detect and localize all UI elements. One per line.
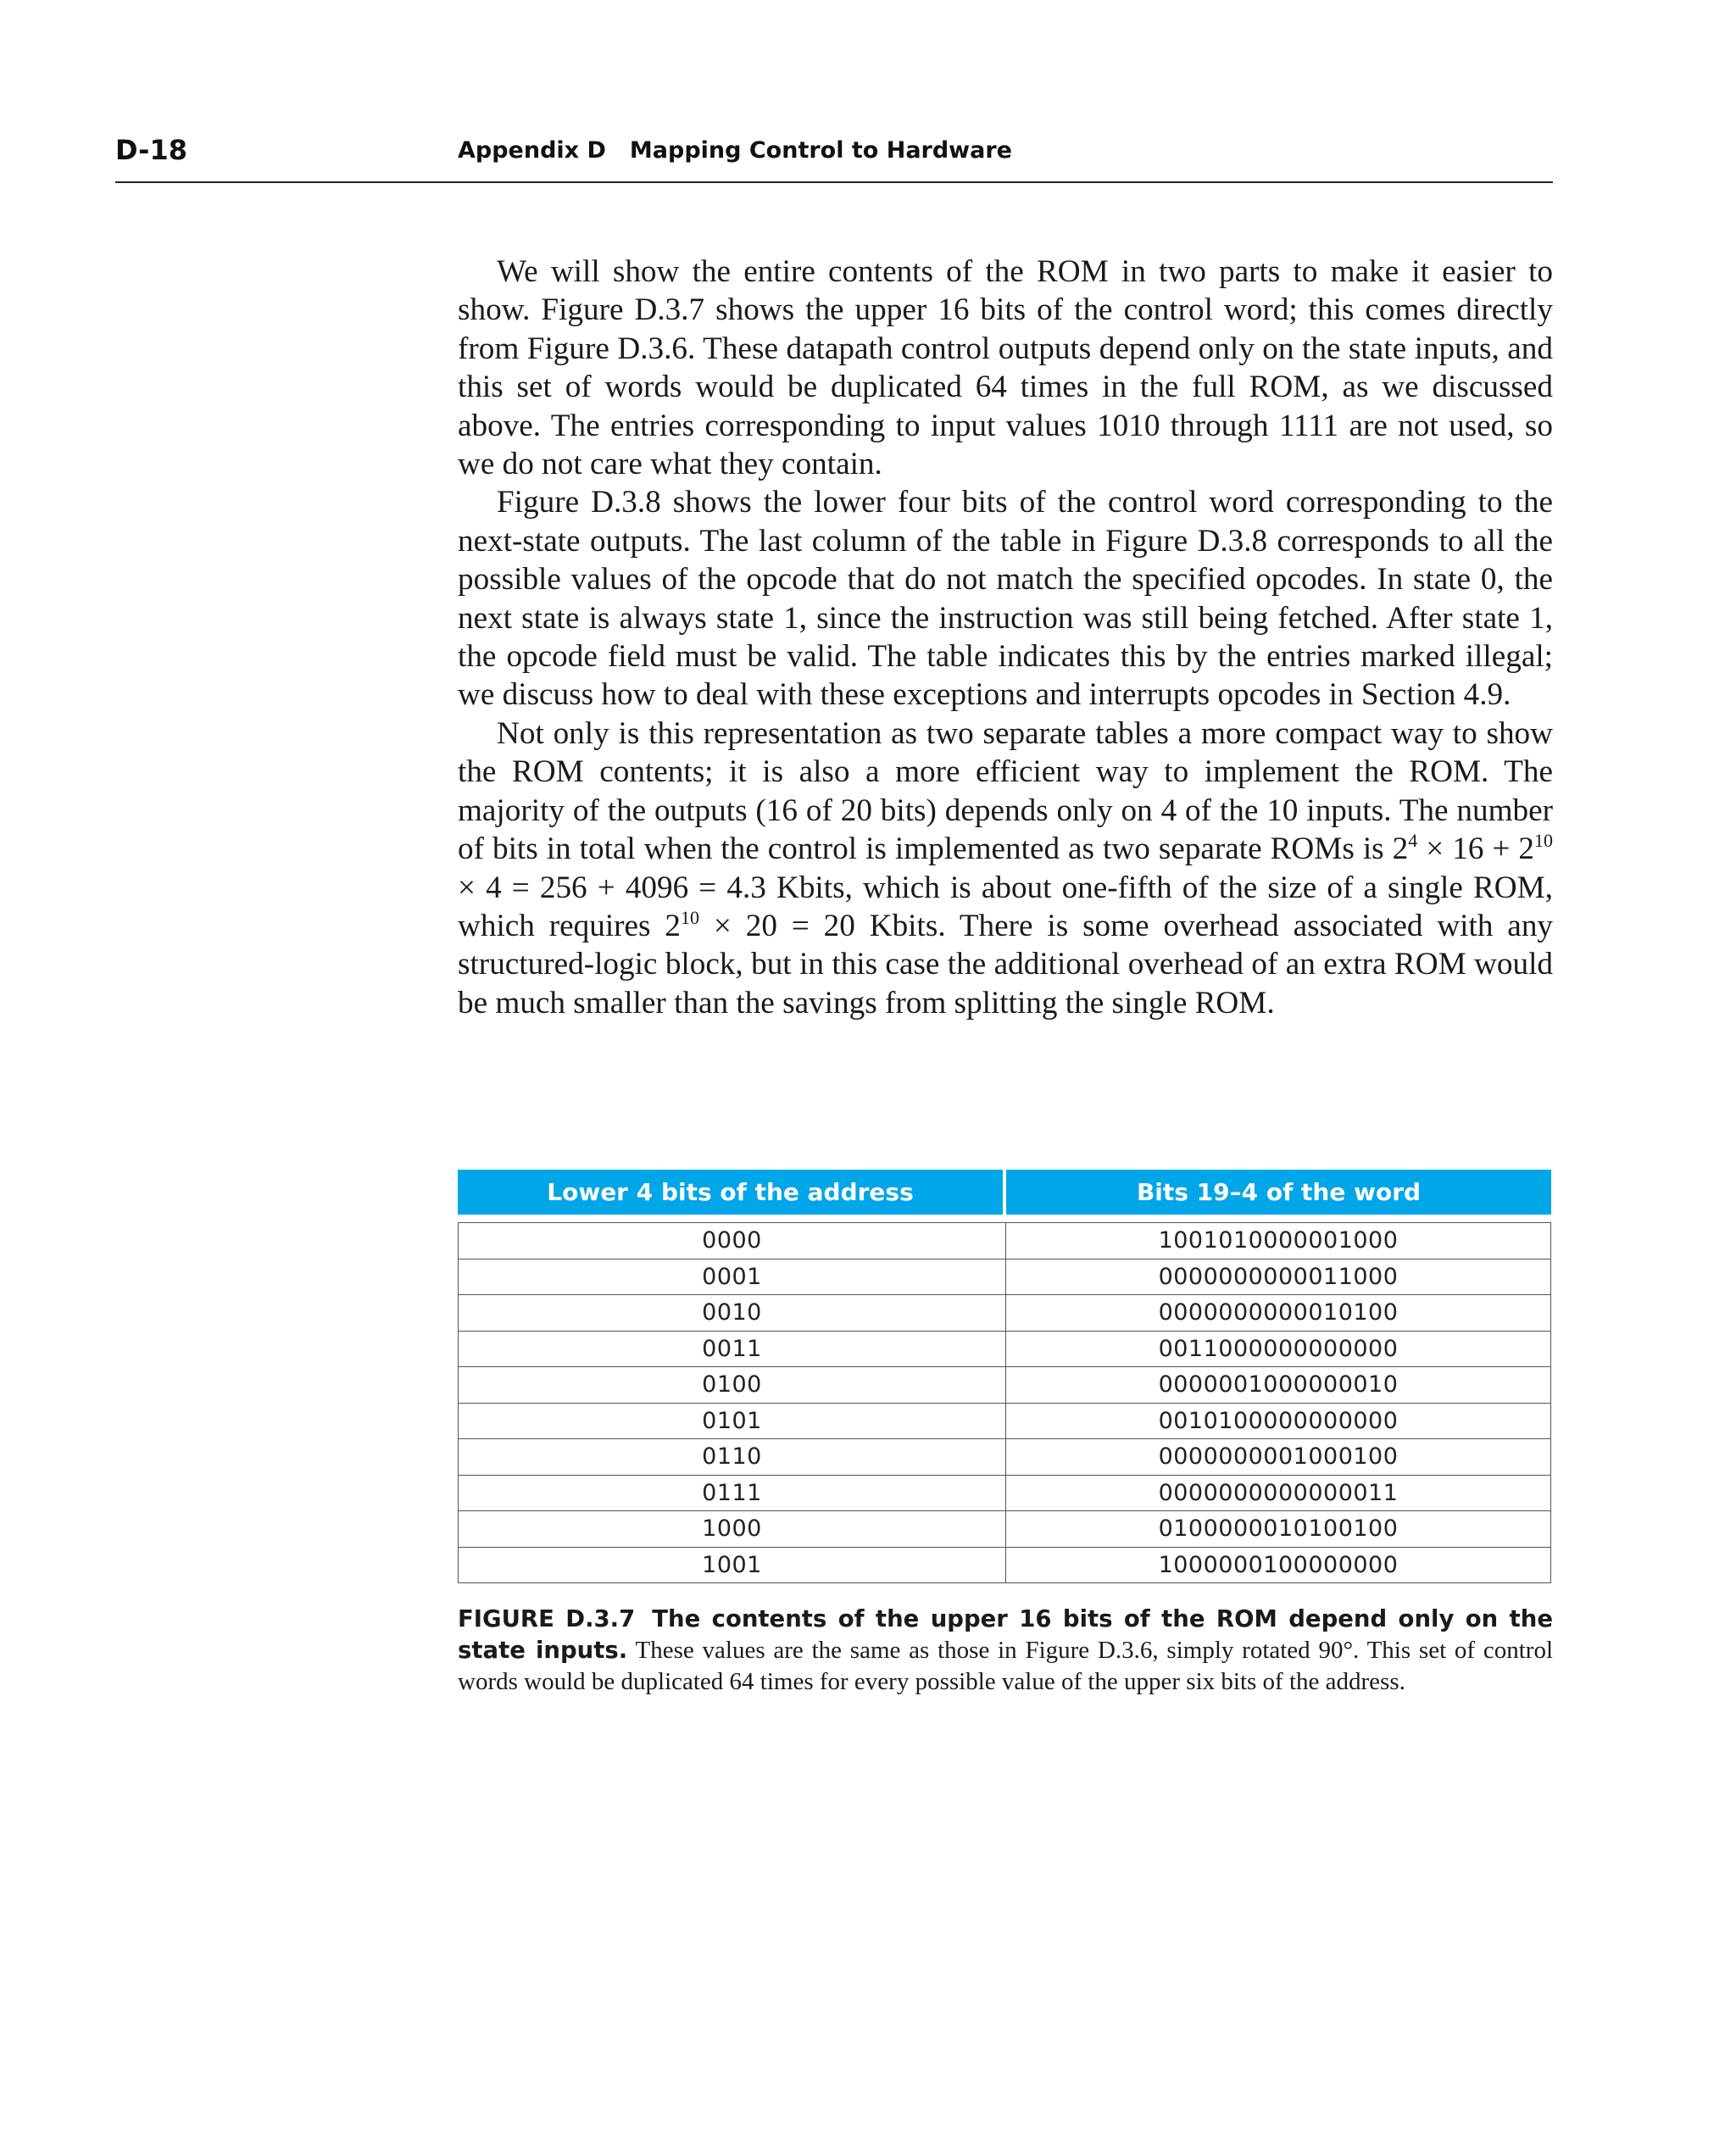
table-row bbox=[459, 1475, 1551, 1511]
exponent-3: 10 bbox=[681, 906, 700, 928]
figure-title: The contents of the upper 16 bits of the ROM depend only on the state inputs. bbox=[458, 1605, 1553, 1664]
address-cell: 0010 bbox=[459, 1295, 1006, 1332]
body-text bbox=[458, 253, 1553, 1022]
word-cell: 0000000000000011 bbox=[1006, 1475, 1551, 1511]
word-cell: 0010100000000000 bbox=[1006, 1403, 1551, 1439]
paragraph-3-part-4: × 20 = 20 Kbits. There is some overhead associated with any structured-logic block, but in this case the additional overhead of an extra ROM would be much smaller than the savings from splitting the single ROM. bbox=[458, 908, 1554, 1020]
exponent-2: 10 bbox=[1534, 830, 1553, 852]
address-cell: 0001 bbox=[459, 1259, 1006, 1295]
word-cell: 0100000010100100 bbox=[1006, 1511, 1551, 1548]
table-header bbox=[458, 1170, 1551, 1215]
table-row bbox=[459, 1547, 1551, 1583]
word-cell: 1001010000001000 bbox=[1006, 1223, 1551, 1260]
table-row bbox=[459, 1295, 1551, 1332]
table-row bbox=[459, 1439, 1551, 1476]
word-cell: 0000001000000010 bbox=[1006, 1367, 1551, 1404]
figure-caption bbox=[458, 1604, 1553, 1698]
running-head bbox=[458, 137, 1012, 164]
paragraph-3-part-2: × 16 + 2 bbox=[1417, 831, 1534, 867]
exponent-1: 4 bbox=[1408, 830, 1418, 852]
paragraph-3-part-1: Not only is this representation as two separate tables a more compact way to show the ROM contents; it is also a more efficient way to implement the ROM. The majority of the outputs (16 of 20 bits) depends only on 4 of the 10 inputs. The number of bits in total when the control is implemented as two separate ROMs is 2 bbox=[458, 715, 1553, 867]
word-cell: 0011000000000000 bbox=[1006, 1331, 1551, 1367]
table-row bbox=[459, 1511, 1551, 1548]
table-row bbox=[459, 1403, 1551, 1439]
figure-label: FIGURE D.3.7 bbox=[458, 1605, 636, 1632]
figure-description: These values are the same as those in Figure D.3.6, simply rotated 90°. This set of control words would be duplicated 64 times for every possible value of the upper six bits of the address. bbox=[458, 1637, 1554, 1695]
word-cell: 0000000000010100 bbox=[1006, 1295, 1551, 1332]
address-cell: 1001 bbox=[459, 1547, 1006, 1583]
table-row bbox=[459, 1259, 1551, 1295]
table-row bbox=[459, 1367, 1551, 1404]
running-header bbox=[115, 127, 1553, 183]
word-cell: 0000000001000100 bbox=[1006, 1439, 1551, 1476]
paragraph-3 bbox=[458, 715, 1553, 1022]
page-number: D-18 bbox=[115, 134, 187, 166]
rom-table bbox=[458, 1170, 1551, 1583]
address-cell: 0101 bbox=[459, 1403, 1006, 1439]
header-word-bits: Bits 19–4 of the word bbox=[1006, 1170, 1551, 1215]
address-cell: 1000 bbox=[459, 1511, 1006, 1548]
paragraph-3-part-3: × 4 = 256 + 4096 = 4.3 Kbits, which is about one-fifth of the size of a single ROM, which requires 2 bbox=[458, 870, 1553, 943]
address-cell: 0000 bbox=[459, 1223, 1006, 1260]
chapter-title: Mapping Control to Hardware bbox=[629, 137, 1012, 164]
table-row bbox=[459, 1223, 1551, 1260]
paragraph-1: We will show the entire contents of the ROM in two parts to make it easier to show. Figure D.3.7 shows the upper 16 bits of the control word; this comes directly from Figure D.3.6. These datapath control outputs depend only on the state inputs, and this set of words would be duplicated 64 times in the full ROM, as we discussed above. The entries corresponding to input values 1010 through 1111 are not used, so we do not care what they contain. bbox=[458, 254, 1553, 482]
word-cell: 0000000000011000 bbox=[1006, 1259, 1551, 1295]
paragraph-2: Figure D.3.8 shows the lower four bits of the control word corresponding to the next-state outputs. The last column of the table in Figure D.3.8 corresponds to all the possible values of the opcode that do not match the specified opcodes. In state 0, the next state is always state 1, since the instruction was still being fetched. After state 1, the opcode field must be valid. The table indicates this by the entries marked illegal; we discuss how to deal with these exceptions and interrupts opcodes in Section 4.9. bbox=[458, 485, 1553, 713]
table-row bbox=[459, 1331, 1551, 1367]
word-cell: 1000000100000000 bbox=[1006, 1547, 1551, 1583]
header-address-bits: Lower 4 bits of the address bbox=[458, 1170, 1003, 1215]
address-cell: 0100 bbox=[459, 1367, 1006, 1404]
address-cell: 0110 bbox=[459, 1439, 1006, 1476]
rom-contents-table bbox=[458, 1222, 1551, 1583]
appendix-label: Appendix D bbox=[458, 137, 606, 164]
address-cell: 0011 bbox=[459, 1331, 1006, 1367]
address-cell: 0111 bbox=[459, 1475, 1006, 1511]
